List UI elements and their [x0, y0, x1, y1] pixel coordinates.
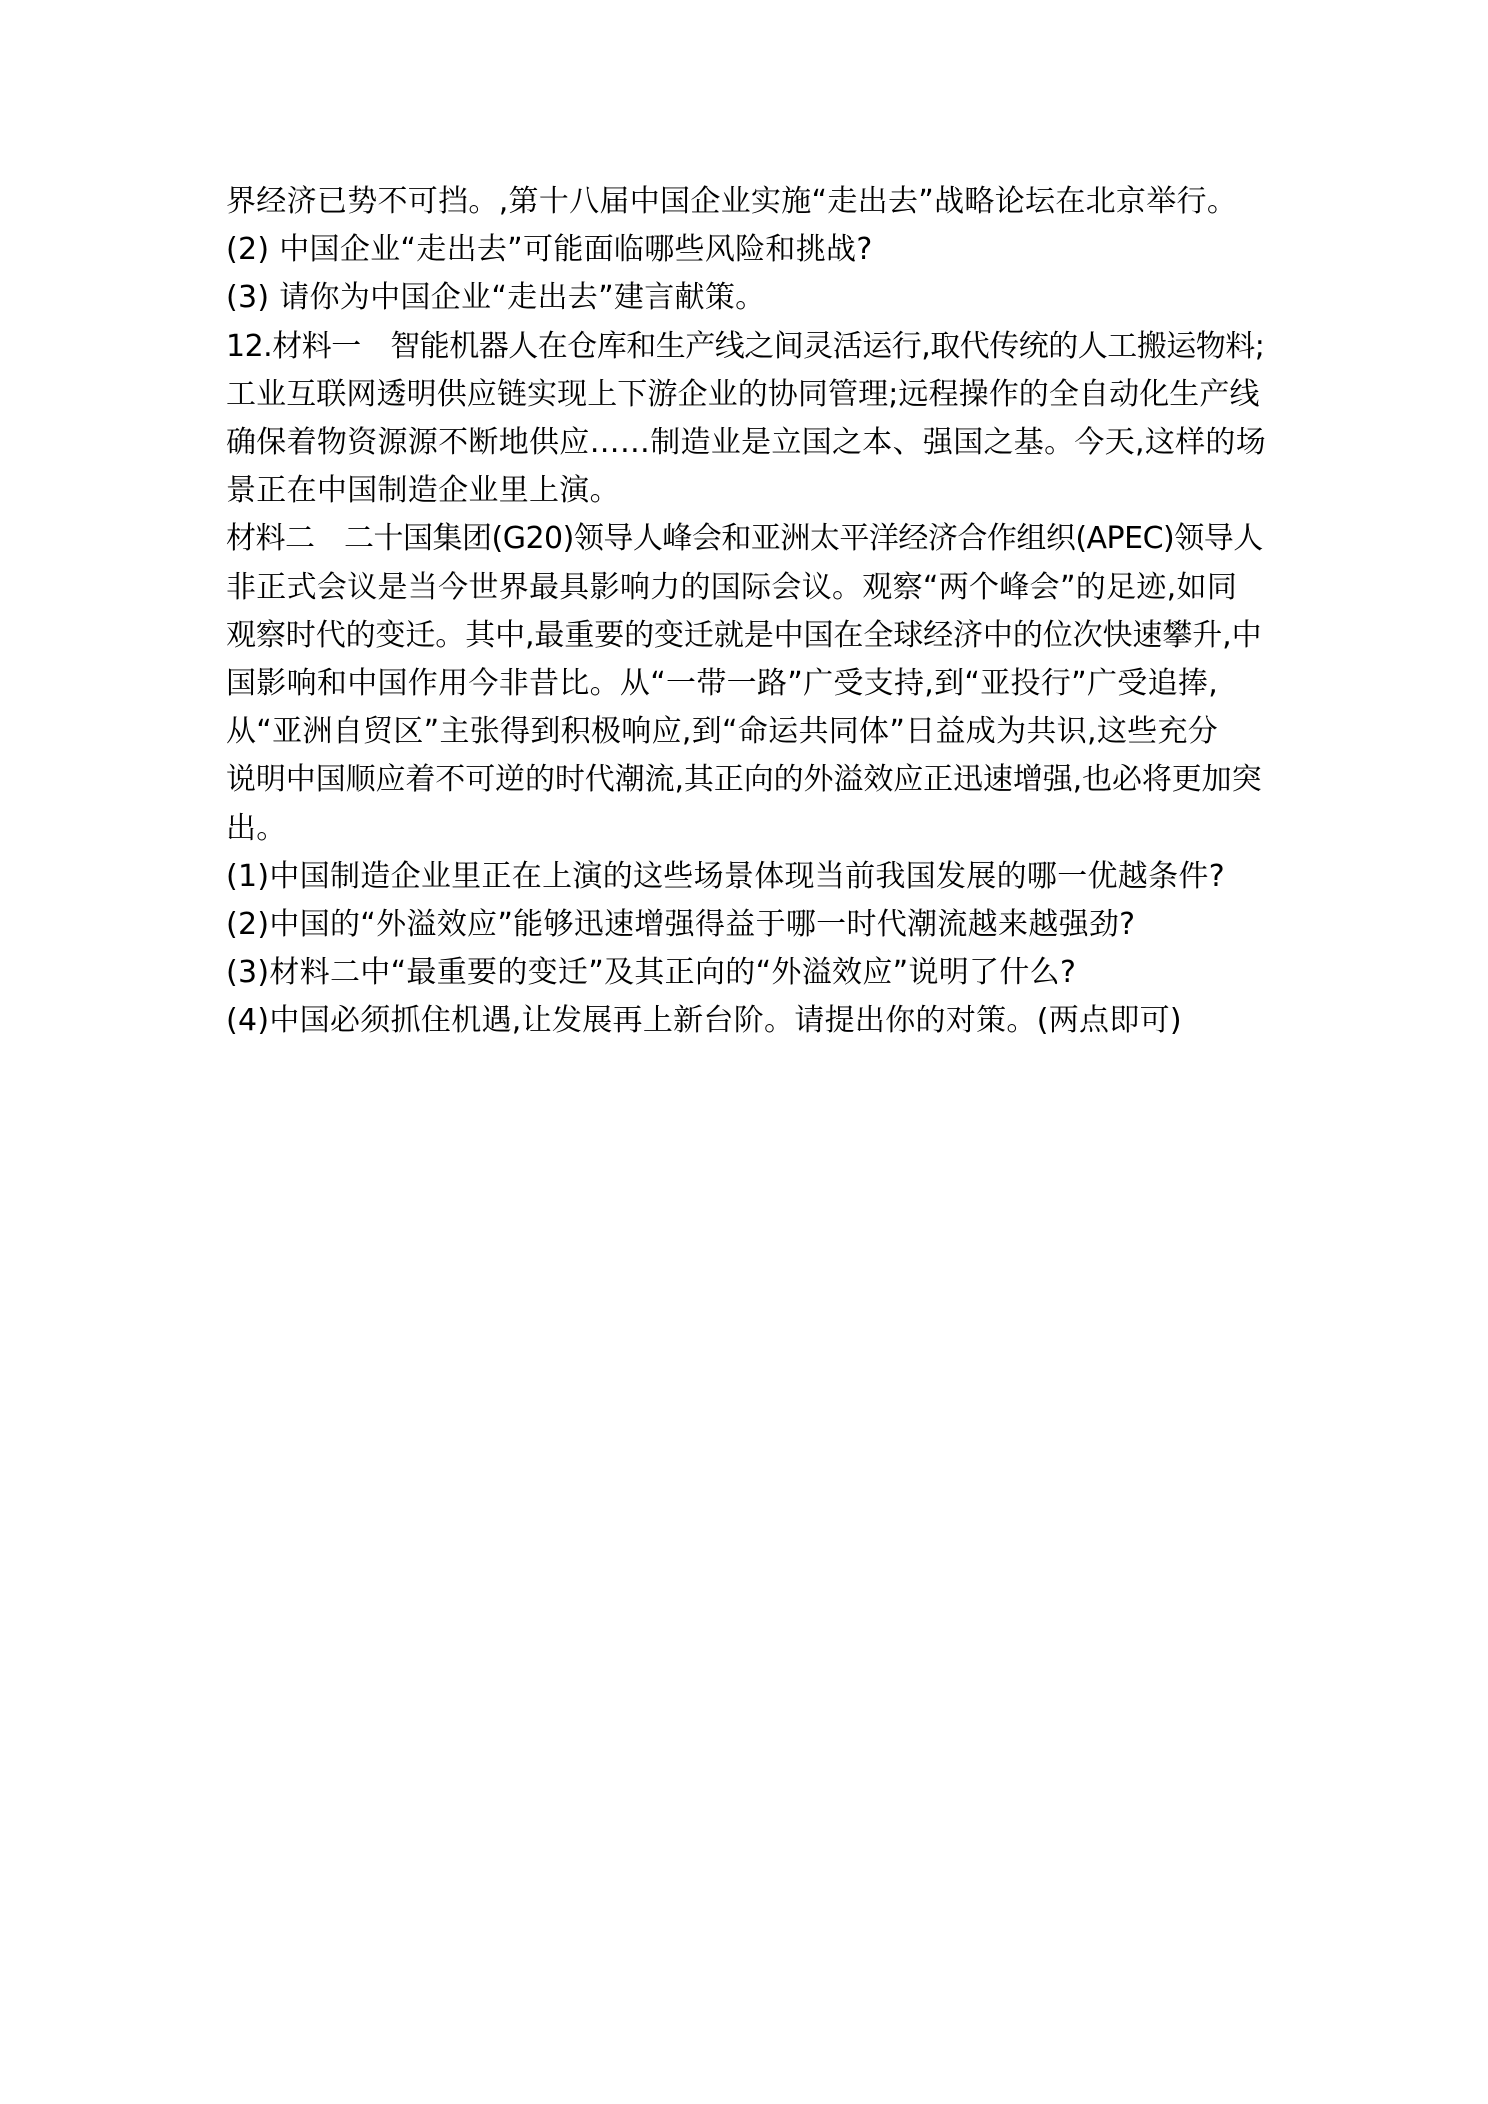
question-3: (3) 请你为中国企业“走出去”建言献策。	[226, 280, 766, 316]
material-2-line-1: 材料二 二十国集团(G20)领导人峰会和亚洲太平洋经济合作组织(APEC)领导人	[226, 521, 1263, 557]
material-2-line-2: 非正式会议是当今世界最具影响力的国际会议。观察“两个峰会”的足迹,如同	[226, 569, 1238, 605]
material-2-line-3: 观察时代的变迁。其中,最重要的变迁就是中国在全球经济中的位次快速攀升,中	[226, 617, 1262, 653]
material-1-line-3: 确保着物资源源不断地供应……制造业是立国之本、强国之基。今天,这样的场	[226, 425, 1267, 461]
question-2: (2) 中国企业“走出去”可能面临哪些风险和挑战?	[226, 232, 873, 268]
material-1-line-4: 景正在中国制造企业里上演。	[226, 473, 620, 509]
material-2-line-6: 说明中国顺应着不可逆的时代潮流,其正向的外溢效应正迅速增强,也必将更加突	[226, 762, 1262, 798]
sub-question-3: (3)材料二中“最重要的变迁”及其正向的“外溢效应”说明了什么?	[226, 955, 1077, 991]
material-1-line-2: 工业互联网透明供应链实现上下游企业的协同管理;远程操作的全自动化生产线	[226, 376, 1260, 412]
sub-question-1: (1)中国制造企业里正在上演的这些场景体现当前我国发展的哪一优越条件?	[226, 858, 1225, 894]
question-12-material-1-line-1: 12.材料一 智能机器人在仓库和生产线之间灵活运行,取代传统的人工搬运物料;	[226, 328, 1265, 364]
text-line-1: 界经济已势不可挡。,第十八届中国企业实施“走出去”战略论坛在北京举行。	[226, 184, 1238, 219]
sub-question-2: (2)中国的“外溢效应”能够迅速增强得益于哪一时代潮流越来越强劲?	[226, 907, 1136, 943]
material-2-line-4: 国影响和中国作用今非昔比。从“一带一路”广受支持,到“亚投行”广受追捧,	[226, 666, 1219, 702]
sub-question-4: (4)中国必须抓住机遇,让发展再上新台阶。请提出你的对策。(两点即可)	[226, 1003, 1182, 1039]
material-2-line-7: 出。	[226, 810, 287, 846]
material-2-line-5: 从“亚洲自贸区”主张得到积极响应,到“命运共同体”日益成为共识,这些充分	[226, 714, 1219, 750]
document-body	[226, 178, 1266, 1046]
